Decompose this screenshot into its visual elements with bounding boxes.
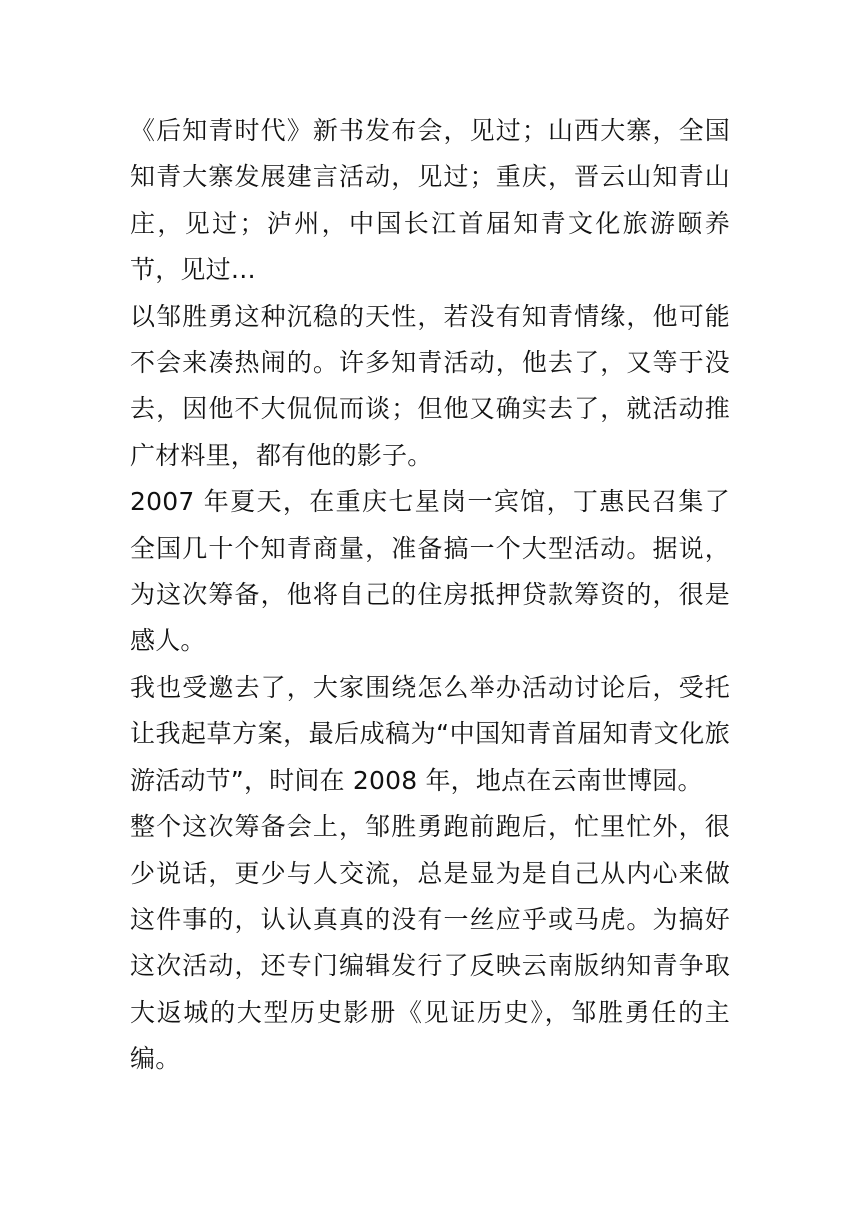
- paragraph-3: 2007 年夏天，在重庆七星岗一宾馆，丁惠民召集了全国几十个知青商量，准备搞一个大型活动。据说，为这次筹备，他将自己的住房抵押贷款筹资的，很是感人。: [130, 487, 730, 656]
- paragraph-5: 整个这次筹备会上，邹胜勇跑前跑后，忙里忙外，很少说话，更少与人交流，总是显为是自己从内心来做这件事的，认认真真的没有一丝应乎或马虎。为搞好这次活动，还专门编辑发行了反映云南版纳知青争取大返城的大型历史影册《见证历史》，邹胜勇任的主编。: [130, 812, 730, 1074]
- paragraph-2: 以邹胜勇这种沉稳的天性，若没有知青情缘，他可能不会来凑热闹的。许多知青活动，他去了，又等于没去，因他不大侃侃而谈；但他又确实去了，就活动推广材料里，都有他的影子。: [130, 301, 730, 470]
- document-body: [130, 108, 730, 1083]
- paragraph-1: 《后知青时代》新书发布会，见过；山西大寨，全国知青大寨发展建言活动，见过；重庆，晋云山知青山庄，见过；泸州，中国长江首届知青文化旅游颐养节，见过…: [130, 116, 730, 285]
- paragraph-4: 我也受邀去了，大家围绕怎么举办活动讨论后，受托让我起草方案，最后成稿为“中国知青首届知青文化旅游活动节”，时间在 2008 年，地点在云南世博园。: [130, 672, 730, 795]
